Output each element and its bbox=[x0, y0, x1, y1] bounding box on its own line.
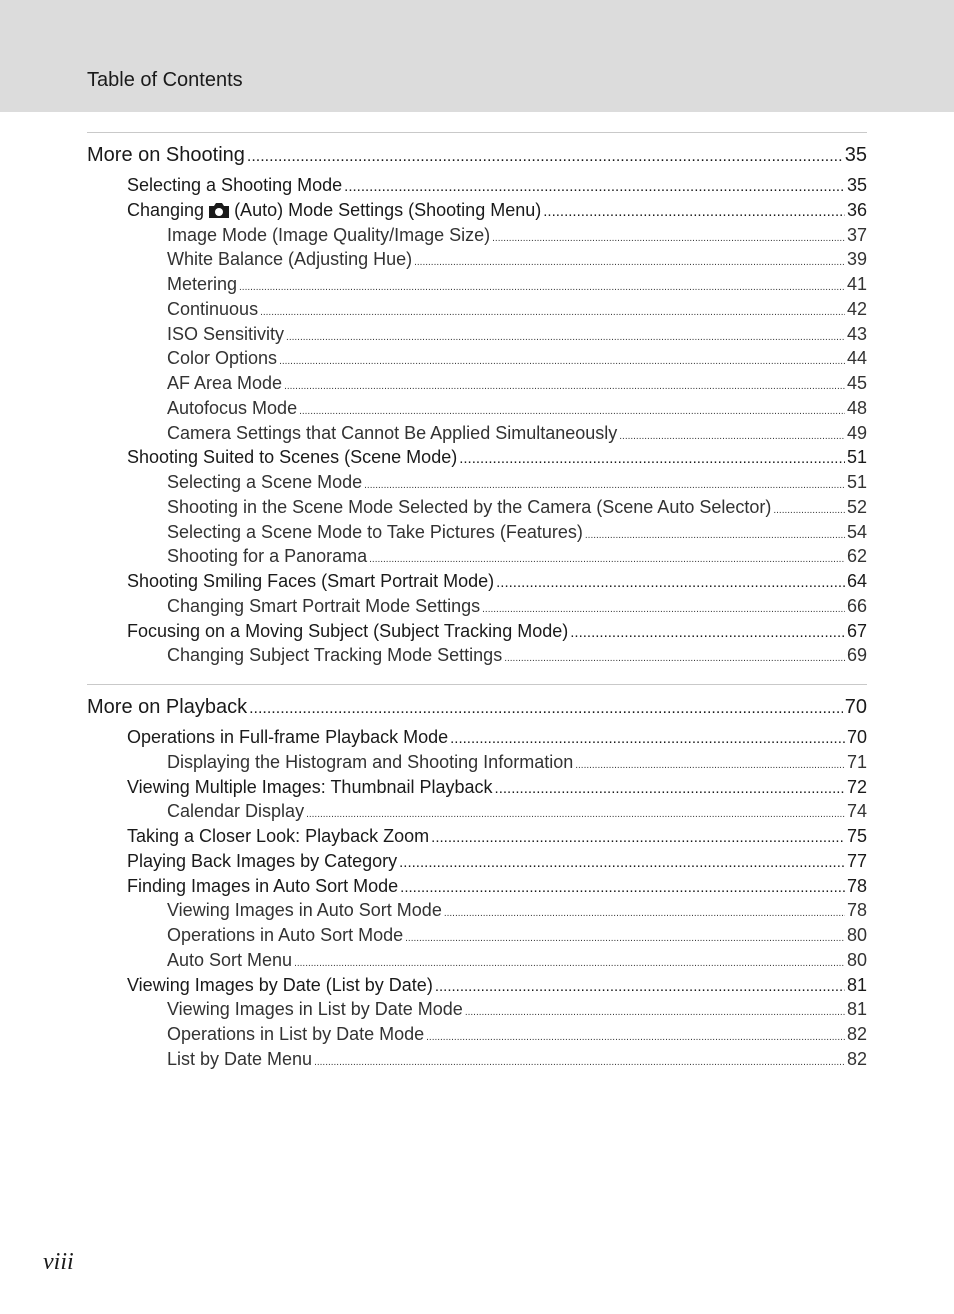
toc-entry-label: Selecting a Scene Mode to Take Pictures (Features) bbox=[167, 521, 583, 542]
toc-subentry[interactable] bbox=[167, 247, 867, 272]
toc-subentry[interactable] bbox=[167, 396, 867, 421]
toc-subentry[interactable] bbox=[167, 923, 867, 948]
dot-leader bbox=[306, 802, 845, 824]
toc-entry-label: Color Options bbox=[167, 348, 278, 369]
toc-entry-label: Viewing Images in List by Date Mode bbox=[167, 999, 463, 1020]
page-number: 41 bbox=[846, 274, 867, 294]
toc-entry-label: AF Area Mode bbox=[167, 373, 283, 393]
dot-leader bbox=[450, 726, 845, 750]
toc-subentry[interactable] bbox=[167, 495, 867, 520]
toc-entry-label: Taking a Closer Look: Playback Zoom bbox=[127, 826, 430, 846]
toc-entry-label: More on Shooting bbox=[87, 144, 245, 166]
header-band bbox=[0, 0, 954, 112]
toc-entry-label: Auto Sort Menu bbox=[167, 949, 293, 970]
toc-entry-label: Viewing Images by Date (List by Date) bbox=[127, 974, 433, 995]
toc-entry-label: Changing Subject Tracking Mode Settings bbox=[167, 645, 503, 666]
toc-entry-label: Shooting in the Scene Mode Selected by the Camera (Scene Auto Selector) bbox=[167, 496, 772, 517]
toc-entry-label: ISO Sensitivity bbox=[167, 323, 285, 344]
dot-leader bbox=[585, 523, 845, 545]
dot-leader bbox=[465, 1000, 845, 1022]
page-folio: viii bbox=[43, 1249, 74, 1275]
toc-entry-label: Camera Settings that Cannot Be Applied Simultaneously bbox=[167, 422, 618, 443]
toc-subentry[interactable] bbox=[167, 1047, 867, 1072]
toc-section bbox=[87, 684, 867, 1069]
toc-entry-label: Focusing on a Moving Subject (Subject Tracking Mode) bbox=[127, 620, 569, 641]
toc-entry-label: List by Date Menu bbox=[167, 1048, 313, 1069]
page-number: 78 bbox=[846, 875, 867, 896]
dot-leader bbox=[286, 325, 845, 347]
toc-entry[interactable] bbox=[127, 445, 867, 470]
toc-subentry[interactable] bbox=[167, 322, 867, 347]
toc-entry[interactable] bbox=[127, 619, 867, 644]
dot-leader bbox=[299, 399, 845, 421]
page-number: 54 bbox=[846, 521, 867, 542]
page-number: 37 bbox=[846, 224, 867, 245]
dot-leader bbox=[496, 570, 845, 594]
dot-leader bbox=[364, 473, 845, 495]
toc-entry-label: Metering bbox=[167, 274, 238, 294]
dot-leader bbox=[344, 174, 845, 198]
dot-leader bbox=[279, 349, 845, 371]
page-number: 52 bbox=[846, 496, 867, 517]
dot-leader bbox=[482, 597, 845, 619]
page-number: 72 bbox=[846, 776, 867, 797]
dot-leader bbox=[260, 300, 845, 322]
page-number: 67 bbox=[846, 620, 867, 641]
toc-subentry[interactable] bbox=[167, 898, 867, 923]
page-number: 71 bbox=[846, 751, 867, 772]
page-number: 51 bbox=[846, 472, 867, 492]
page-number: 69 bbox=[846, 645, 867, 666]
page-number: 51 bbox=[846, 447, 867, 468]
toc-entry[interactable] bbox=[127, 198, 867, 223]
toc-section-heading[interactable] bbox=[87, 693, 867, 721]
toc-entry-label: Viewing Multiple Images: Thumbnail Playback bbox=[127, 776, 493, 797]
page-number: 43 bbox=[846, 323, 867, 344]
toc-entry-label-part: (Auto) Mode Settings (Shooting Menu) bbox=[234, 199, 542, 220]
toc-entry[interactable] bbox=[127, 569, 867, 594]
toc-subentry[interactable] bbox=[167, 750, 867, 775]
toc-subentry[interactable] bbox=[167, 297, 867, 322]
dot-leader bbox=[294, 951, 845, 973]
toc-subentry[interactable] bbox=[167, 997, 867, 1022]
dot-leader bbox=[435, 974, 845, 998]
dot-leader bbox=[495, 776, 845, 800]
toc-subentry[interactable] bbox=[167, 948, 867, 973]
page-number: 42 bbox=[846, 298, 867, 319]
toc-entry-label: Changing Smart Portrait Mode Settings bbox=[167, 595, 481, 616]
dot-leader bbox=[444, 901, 845, 923]
toc-entry-label bbox=[127, 198, 541, 223]
toc-entry-label: Shooting for a Panorama bbox=[167, 546, 368, 567]
page-number: 39 bbox=[846, 249, 867, 270]
toc-entry[interactable] bbox=[127, 849, 867, 874]
dot-leader bbox=[575, 753, 845, 775]
dot-leader bbox=[773, 498, 845, 520]
toc-entry-label: Selecting a Shooting Mode bbox=[127, 175, 343, 195]
toc-entry-label: Operations in List by Date Mode bbox=[167, 1024, 425, 1044]
page-number: 64 bbox=[846, 571, 867, 591]
toc-subentry[interactable] bbox=[167, 520, 867, 545]
page-number: 62 bbox=[846, 546, 867, 567]
page-title: Table of Contents bbox=[87, 69, 243, 91]
page-number: 81 bbox=[846, 999, 867, 1020]
toc-entry[interactable] bbox=[127, 173, 867, 198]
dot-leader bbox=[570, 620, 845, 644]
dot-leader bbox=[284, 374, 845, 396]
page-number: 75 bbox=[846, 826, 867, 846]
toc-entry-label: Shooting Suited to Scenes (Scene Mode) bbox=[127, 447, 458, 468]
toc-subentry[interactable] bbox=[167, 371, 867, 396]
toc-entry-label: White Balance (Adjusting Hue) bbox=[167, 249, 413, 270]
page-number: 44 bbox=[846, 348, 867, 369]
toc-entry[interactable] bbox=[127, 874, 867, 899]
toc-entry-label: Finding Images in Auto Sort Mode bbox=[127, 875, 399, 896]
dot-leader bbox=[619, 424, 845, 446]
page-number: 66 bbox=[846, 595, 867, 616]
page-number: 70 bbox=[846, 727, 867, 747]
page-number: 82 bbox=[846, 1048, 867, 1069]
dot-leader bbox=[414, 250, 845, 272]
toc-section bbox=[87, 132, 867, 666]
page-number: 48 bbox=[846, 397, 867, 418]
toc-entry-label: Continuous bbox=[167, 298, 259, 319]
page-number: 81 bbox=[846, 974, 867, 995]
toc-entry-label: Viewing Images in Auto Sort Mode bbox=[167, 900, 442, 921]
dot-leader bbox=[405, 926, 845, 948]
page-number: 82 bbox=[846, 1024, 867, 1044]
dot-leader bbox=[459, 446, 845, 470]
camera-icon bbox=[208, 201, 230, 219]
toc-entry-label: Autofocus Mode bbox=[167, 397, 298, 418]
toc-entry-label: Selecting a Scene Mode bbox=[167, 472, 363, 492]
dot-leader bbox=[239, 275, 845, 297]
dot-leader bbox=[247, 143, 843, 169]
toc-subentry[interactable] bbox=[167, 421, 867, 446]
toc-entry-label: More on Playback bbox=[87, 696, 248, 718]
toc-entry-label: Operations in Full-frame Playback Mode bbox=[127, 727, 449, 747]
toc-subentry[interactable] bbox=[167, 799, 867, 824]
toc-entry-label: Playing Back Images by Category bbox=[127, 850, 398, 871]
page-number: 45 bbox=[846, 373, 867, 393]
dot-leader bbox=[504, 646, 845, 668]
toc-entry-label: Shooting Smiling Faces (Smart Portrait Mode) bbox=[127, 571, 495, 591]
page-number: 35 bbox=[846, 175, 867, 195]
toc-entry-label: Image Mode (Image Quality/Image Size) bbox=[167, 224, 491, 245]
toc-subentry[interactable] bbox=[167, 594, 867, 619]
page-number: 78 bbox=[846, 900, 867, 921]
page-number: 36 bbox=[846, 199, 867, 220]
toc-entry[interactable] bbox=[127, 775, 867, 800]
toc-entry-label: Displaying the Histogram and Shooting Information bbox=[167, 751, 574, 772]
page-number: 70 bbox=[844, 696, 867, 718]
toc-subentry[interactable] bbox=[167, 643, 867, 668]
dot-leader bbox=[543, 199, 845, 223]
toc-section-heading[interactable] bbox=[87, 141, 867, 169]
toc-entry-label: Operations in Auto Sort Mode bbox=[167, 925, 404, 945]
toc-subentry[interactable] bbox=[167, 223, 867, 248]
toc-entry[interactable] bbox=[127, 973, 867, 998]
toc-subentry[interactable] bbox=[167, 1022, 867, 1047]
toc-subentry[interactable] bbox=[167, 272, 867, 297]
dot-leader bbox=[249, 695, 843, 721]
page-number: 80 bbox=[846, 949, 867, 970]
dot-leader bbox=[369, 547, 845, 569]
toc-entry-label-part: Changing bbox=[127, 199, 205, 220]
dot-leader bbox=[426, 1025, 845, 1047]
toc-subentry[interactable] bbox=[167, 470, 867, 495]
dot-leader bbox=[431, 825, 845, 849]
toc-entry[interactable] bbox=[127, 824, 867, 849]
toc-subentry[interactable] bbox=[167, 544, 867, 569]
page-number: 49 bbox=[846, 422, 867, 443]
page-number: 77 bbox=[846, 850, 867, 871]
toc-entry[interactable] bbox=[127, 725, 867, 750]
dot-leader bbox=[400, 875, 845, 899]
dot-leader bbox=[314, 1050, 845, 1072]
dot-leader bbox=[492, 226, 845, 248]
toc-subentry[interactable] bbox=[167, 346, 867, 371]
page-number: 80 bbox=[846, 925, 867, 945]
dot-leader bbox=[399, 850, 845, 874]
toc-entry-label: Calendar Display bbox=[167, 801, 305, 822]
page-number: 35 bbox=[844, 144, 867, 166]
page-number: 74 bbox=[846, 801, 867, 822]
